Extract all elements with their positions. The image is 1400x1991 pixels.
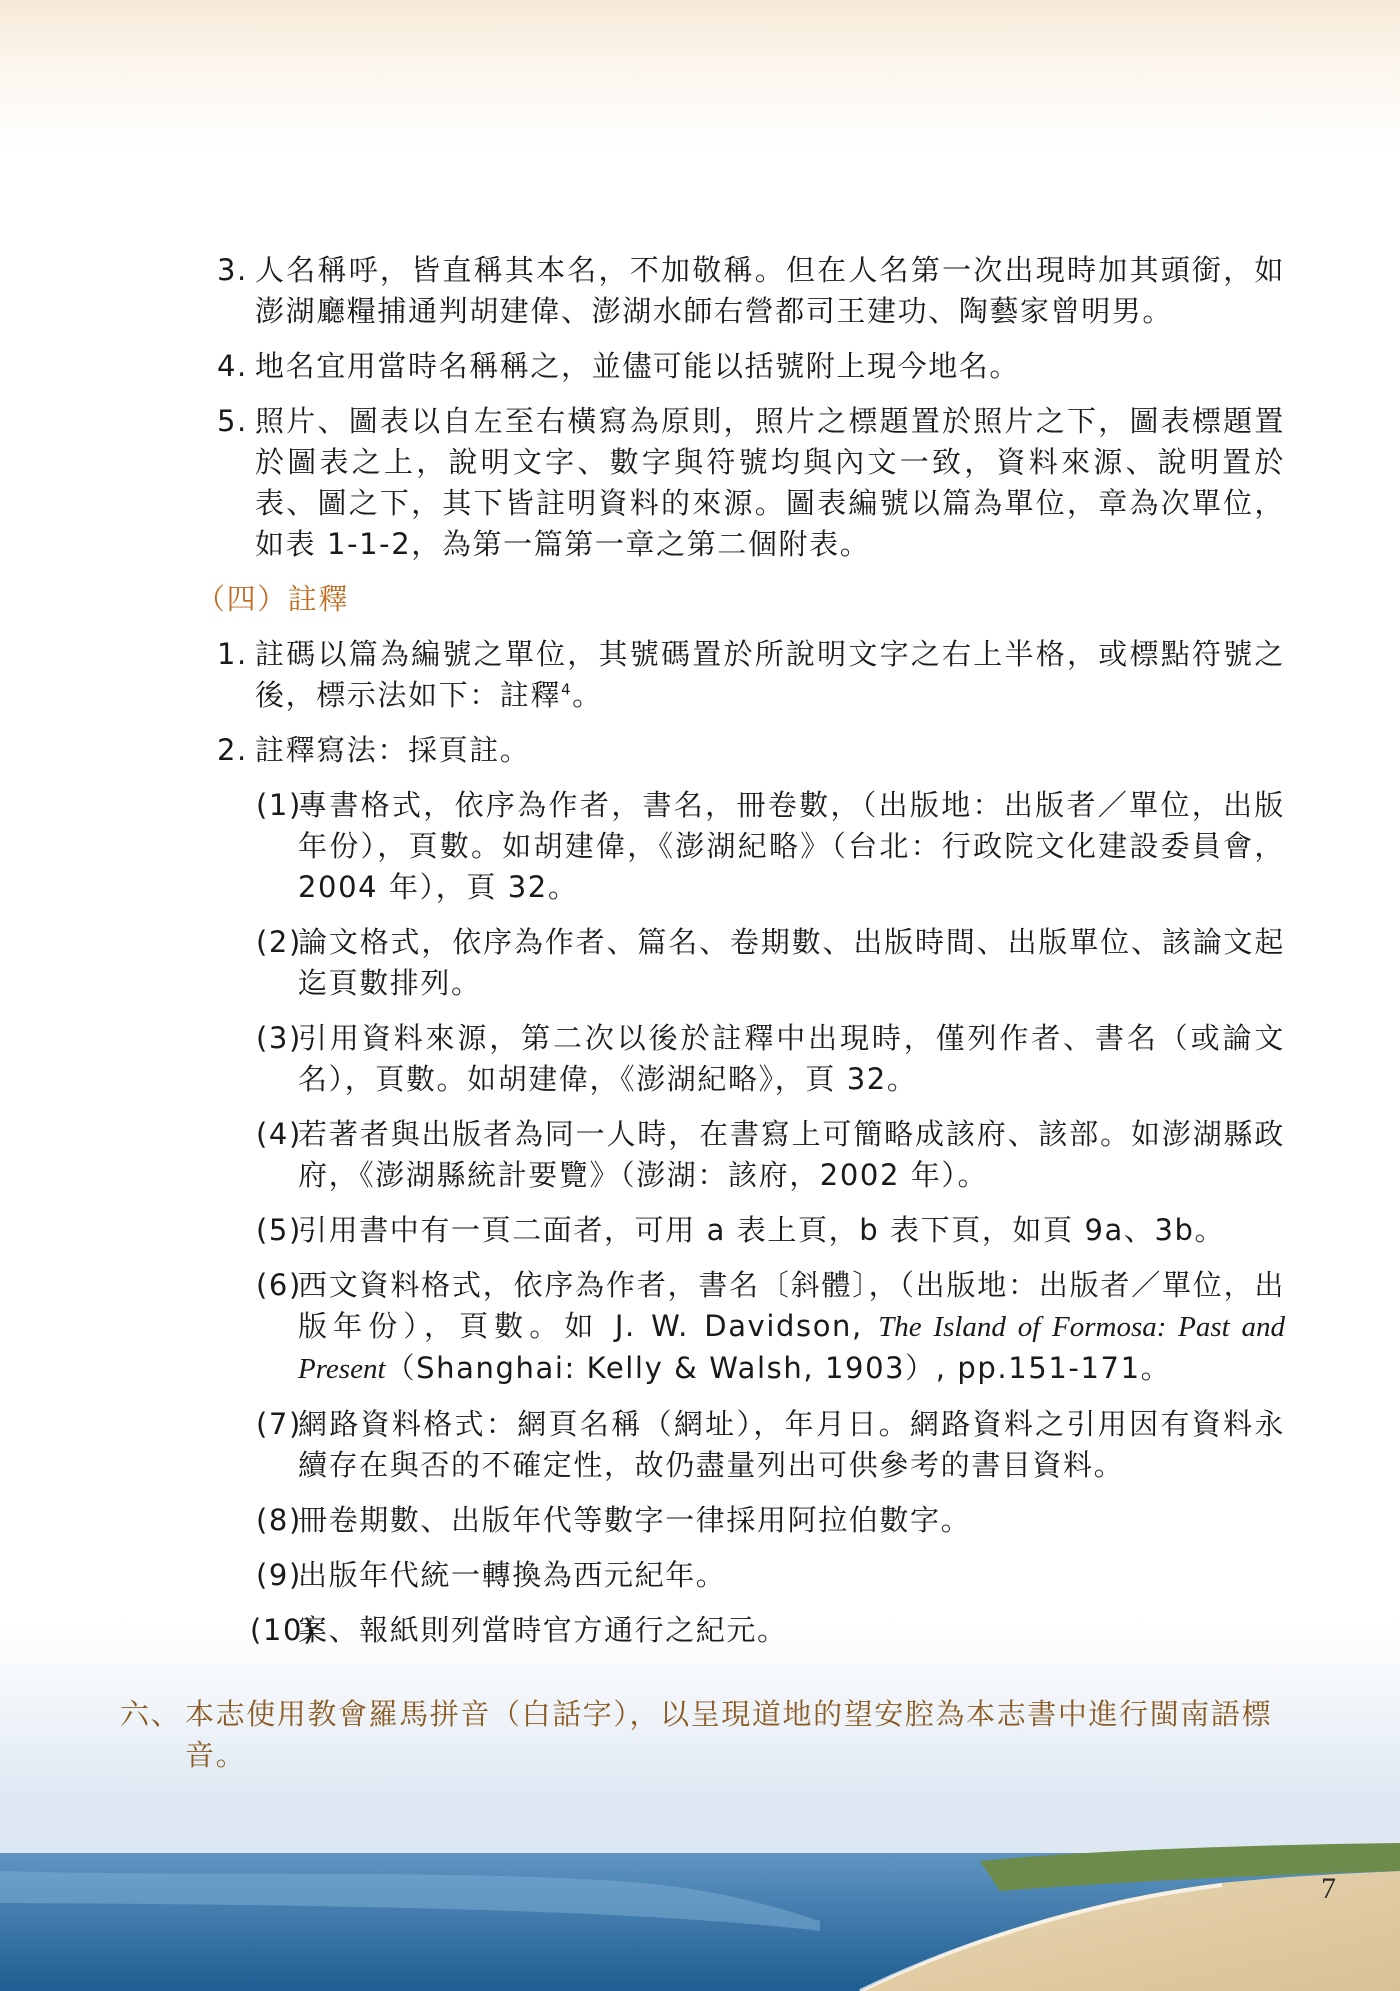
- list-item-5: [217, 401, 1285, 565]
- sub-item-7: [256, 1404, 1285, 1486]
- list-item-4: [217, 346, 1285, 387]
- list-number: 3.: [217, 253, 248, 287]
- sub-number: (2): [256, 925, 302, 959]
- sub-text: 專書格式，依序為作者，書名，冊卷數，（出版地：出版者／單位，出版年份），頁數。如胡建偉，《澎湖紀略》（台北：行政院文化建設委員會，2004 年），頁 32。: [298, 788, 1285, 904]
- sub-number: (10): [250, 1613, 316, 1647]
- sub-item-3: [256, 1018, 1285, 1100]
- sub-item-1: [256, 785, 1285, 908]
- list-item-3: [217, 250, 1285, 332]
- list-text: 照片、圖表以自左至右橫寫為原則，照片之標題置於照片之下，圖表標題置於圖表之上，說明文字、數字與符號均與內文一致，資料來源、說明置於表、圖之下，其下皆註明資料的來源。圖表編號以篇為單位，章為次單位，如表 1-1-2，為第一篇第一章之第二個附表。: [255, 404, 1285, 561]
- sub-number: (5): [256, 1213, 302, 1247]
- list-text-tail: 。: [572, 678, 603, 712]
- page-body: [0, 250, 1400, 1805]
- sub-text: 論文格式，依序為作者、篇名、卷期數、出版時間、出版單位、該論文起迄頁數排列。: [298, 925, 1285, 1000]
- sub-text: 西文資料格式，依序為作者，書名〔斜體〕，（出版地：出版者／單位，出版年份），頁數。如 J. W. Davidson,: [298, 1268, 1285, 1343]
- list-text: 人名稱呼，皆直稱其本名，不加敬稱。但在人名第一次出現時加其頭銜，如澎湖廳糧捕通判胡建偉、澎湖水師右營都司王建功、陶藝家曾明男。: [255, 253, 1285, 328]
- section-heading-notes: （四）註釋: [196, 582, 350, 616]
- sub-number: (9): [256, 1558, 302, 1592]
- list-text: 註碼以篇為編號之單位，其號碼置於所說明文字之右上半格，或標點符號之後，標示法如下：註釋: [255, 637, 1285, 712]
- sub-text: 若著者與出版者為同一人時，在書寫上可簡略成該府、該部。如澎湖縣政府，《澎湖縣統計要覽》（澎湖：該府，2002 年）。: [298, 1117, 1285, 1192]
- sub-number: (4): [256, 1117, 302, 1151]
- page-number: 7: [1321, 1872, 1336, 1905]
- list-number: 5.: [217, 404, 248, 438]
- note-rule-2: [217, 730, 1285, 771]
- book-title-italic: The Island of Formosa: Past and Present: [298, 1311, 1285, 1385]
- sub-text: 引用資料來源，第二次以後於註釋中出現時，僅列作者、書名（或論文名），頁數。如胡建偉，《澎湖紀略》，頁 32。: [298, 1021, 1285, 1096]
- sub-number: (1): [256, 788, 302, 822]
- list-number: 2.: [217, 733, 248, 767]
- sub-item-2: [256, 922, 1285, 1004]
- sub-item-9: [256, 1555, 1285, 1596]
- sub-text: 案、報紙則列當時官方通行之紀元。: [298, 1613, 788, 1647]
- sub-item-6: [256, 1265, 1285, 1390]
- sub-text: 出版年代統一轉換為西元紀年。: [298, 1558, 727, 1592]
- note-rule-1: [217, 634, 1285, 716]
- sub-number: (6): [256, 1268, 302, 1302]
- sub-number: (8): [256, 1503, 302, 1537]
- sub-text-tail: （Shanghai: Kelly & Walsh, 1903）, pp.151-171。: [385, 1351, 1172, 1385]
- section-six: [120, 1694, 1285, 1776]
- sub-item-5: [256, 1210, 1285, 1251]
- sub-number: (7): [256, 1407, 302, 1441]
- list-text: 地名宜用當時名稱稱之，並儘可能以括號附上現今地名。: [255, 349, 1021, 383]
- list-number: 4.: [217, 349, 248, 383]
- list-text: 註釋寫法：採頁註。: [255, 733, 531, 767]
- sub-number: (3): [256, 1021, 302, 1055]
- sub-item-10: [250, 1610, 1285, 1651]
- sub-text: 網路資料格式：網頁名稱（網址），年月日。網路資料之引用因有資料永續存在與否的不確定性，故仍盡量列出可供參考的書目資料。: [298, 1407, 1285, 1482]
- footnote-marker: 4: [561, 680, 573, 699]
- sub-item-4: [256, 1114, 1285, 1196]
- coastline-image: [0, 1831, 1400, 1991]
- sub-text: 冊卷期數、出版年代等數字一律採用阿拉伯數字。: [298, 1503, 972, 1537]
- list-number: 1.: [217, 637, 248, 671]
- section-number: 六、: [120, 1697, 182, 1731]
- sub-item-8: [256, 1500, 1285, 1541]
- section-text: 本志使用教會羅馬拼音（白話字），以呈現道地的望安腔為本志書中進行閩南語標音。: [185, 1697, 1273, 1772]
- sub-text: 引用書中有一頁二面者，可用 a 表上頁，b 表下頁，如頁 9a、3b。: [298, 1213, 1226, 1247]
